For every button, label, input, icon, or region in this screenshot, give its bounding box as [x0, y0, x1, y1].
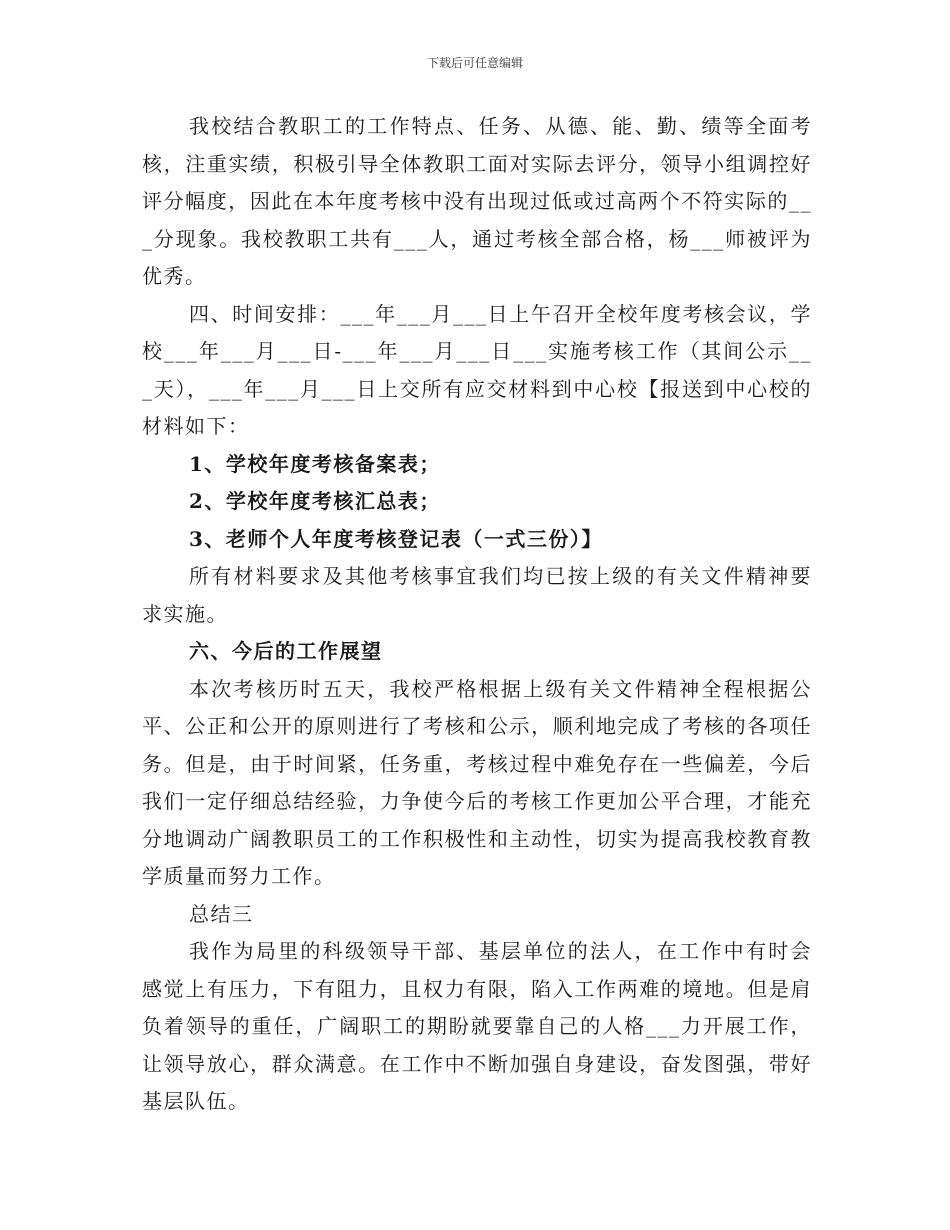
page-header: 下载后可任意编辑 [426, 56, 523, 70]
document-body [142, 108, 812, 1121]
list-item-registration-form: 3、老师个人年度考核登记表（一式三份）】 [189, 526, 603, 551]
paragraph-time-schedule: 四、时间安排：___年___月___日上午召开全校年度考核会议，学校___年___月___日-___年___月___日___实施考核工作（其间公示___天），___年___月___日上交所有应交材料到中心校【报送到中心校的材料如下： [142, 301, 812, 438]
paragraph-outlook: 本次考核历时五天，我校严格根据上级有关文件精神全程根据公平、公正和公开的原则进行了考核和公示，顺利地完成了考核的各项任务。但是，由于时间紧，任务重，考核过程中难免存在一些偏差，今后我们一定仔细总结经验，力争使今后的考核工作更加公平合理，才能充分地调动广阔教职员工的工作积极性和主动性，切实为提高我校教育教学质量而努力工作。 [142, 676, 812, 888]
list-item-filing-form: 1、学校年度考核备案表； [189, 451, 441, 476]
paragraph-assessment-summary: 我校结合教职工的工作特点、任务、从德、能、勤、绩等全面考核，注重实绩，积极引导全体教职工面对实际去评分，领导小组调控好评分幅度，因此在本年度考核中没有出现过低或过高两个不符实际的___分现象。我校教职工共有___人，通过考核全部合格，杨___师被评为优秀。 [142, 114, 812, 288]
paragraph-requirements: 所有材料要求及其他考核事宜我们均已按上级的有关文件精神要求实施。 [142, 564, 812, 626]
paragraph-personal-summary: 我作为局里的科级领导干部、基层单位的法人，在工作中有时会感觉上有压力，下有阻力，且权力有限，陷入工作两难的境地。但是肩负着领导的重任，广阔职工的期盼就要靠自己的人格___力开展工作，让领导放心，群众满意。在工作中不断加强自身建设，奋发图强，带好基层队伍。 [142, 939, 812, 1113]
section-heading-outlook: 六、今后的工作展望 [189, 639, 383, 663]
list-item-summary-form: 2、学校年度考核汇总表； [189, 489, 441, 513]
section-heading-summary-three: 总结三 [189, 901, 254, 926]
